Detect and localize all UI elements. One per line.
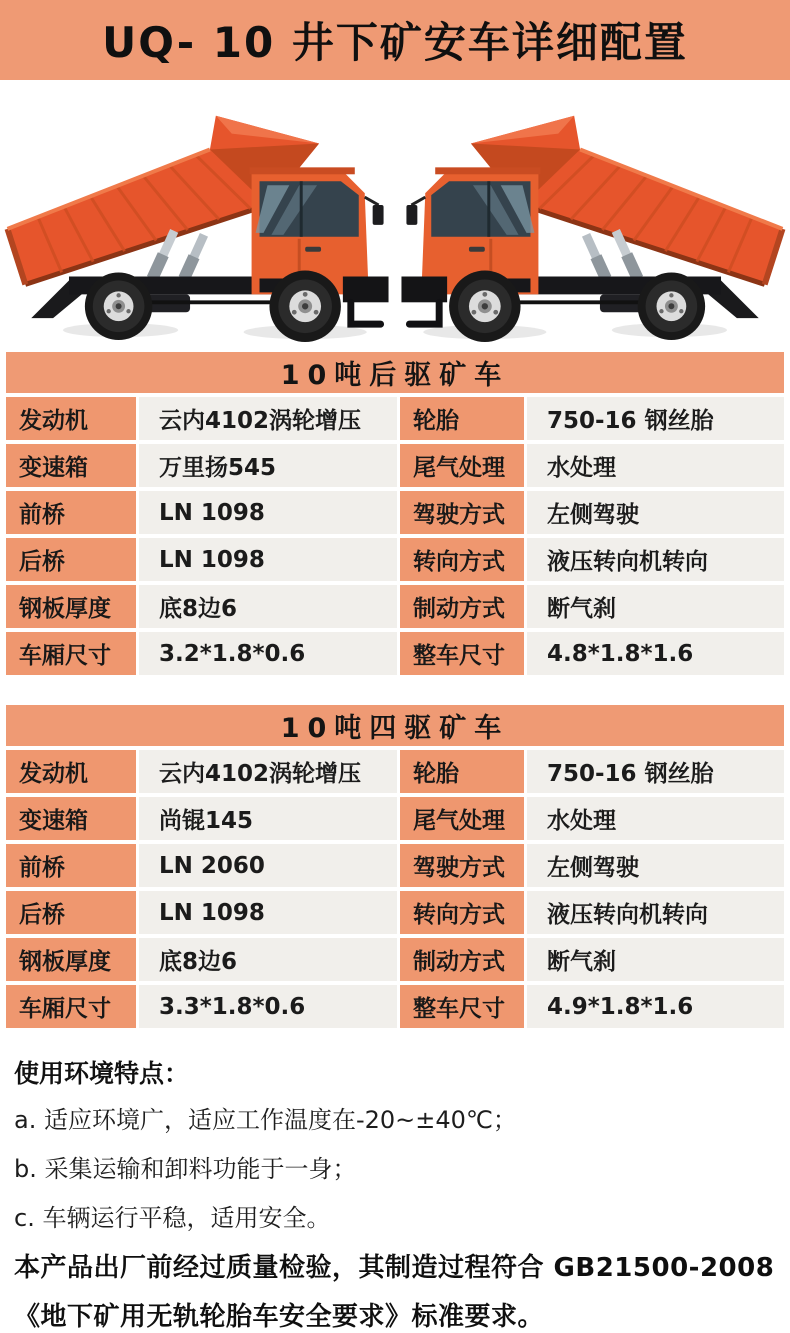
spec-label: 前桥 — [6, 491, 136, 534]
spec-label: 制动方式 — [400, 585, 524, 628]
usage-notes-heading: 使用环境特点： — [14, 1059, 190, 1088]
spec-table-four-drive — [6, 705, 784, 1028]
spec-value: 云内4102涡轮增压 — [139, 397, 397, 440]
spec-value: 断气刹 — [527, 585, 784, 628]
spec-table-rear-drive — [6, 352, 784, 675]
spec-value: LN 2060 — [139, 844, 397, 887]
spec-value: 云内4102涡轮增压 — [139, 750, 397, 793]
dump-truck-illustration — [0, 82, 395, 342]
truck-photo-left — [0, 82, 395, 342]
spec-grid-rear-drive — [6, 397, 784, 675]
spec-label: 后桥 — [6, 538, 136, 581]
quality-statement — [14, 1247, 776, 1333]
spec-value: 尚锟145 — [139, 797, 397, 840]
spec-value: 底8边6 — [139, 585, 397, 628]
spec-label: 整车尺寸 — [400, 632, 524, 675]
spec-label: 转向方式 — [400, 891, 524, 934]
table-title-four-drive: 10吨四驱矿车 — [6, 705, 784, 746]
quality-statement-line2: 《地下矿用无轨轮胎车安全要求》标准要求。 — [14, 1302, 545, 1332]
spec-label: 车厢尺寸 — [6, 985, 136, 1028]
spec-label: 发动机 — [6, 397, 136, 440]
spec-value: 液压转向机转向 — [527, 891, 784, 934]
spec-value: 左侧驾驶 — [527, 844, 784, 887]
spec-label: 整车尺寸 — [400, 985, 524, 1028]
spec-label: 车厢尺寸 — [6, 632, 136, 675]
spec-label: 钢板厚度 — [6, 585, 136, 628]
usage-note-b: b. 采集运输和卸料功能于一身； — [14, 1155, 357, 1183]
spec-value: LN 1098 — [139, 538, 397, 581]
spec-value: 750-16 钢丝胎 — [527, 397, 784, 440]
truck-photo-right — [395, 82, 790, 342]
spec-label: 钢板厚度 — [6, 938, 136, 981]
spec-label: 转向方式 — [400, 538, 524, 581]
spec-label: 变速箱 — [6, 797, 136, 840]
spec-label: 变速箱 — [6, 444, 136, 487]
usage-notes — [14, 1054, 776, 1233]
spec-value: 断气刹 — [527, 938, 784, 981]
usage-note-a: a. 适应环境广，适应工作温度在-20~±40℃； — [14, 1106, 517, 1134]
spec-value: 万里扬545 — [139, 444, 397, 487]
dump-truck-illustration-mirrored — [395, 82, 790, 342]
spec-label: 发动机 — [6, 750, 136, 793]
spec-label: 制动方式 — [400, 938, 524, 981]
quality-statement-line1: 本产品出厂前经过质量检验，其制造过程符合 GB21500-2008 — [14, 1253, 775, 1283]
spec-value: 左侧驾驶 — [527, 491, 784, 534]
spec-label: 轮胎 — [400, 397, 524, 440]
page-title: UQ- 10 井下矿安车详细配置 — [102, 18, 688, 67]
spec-grid-four-drive — [6, 750, 784, 1028]
spec-value: 液压转向机转向 — [527, 538, 784, 581]
spec-value: 水处理 — [527, 797, 784, 840]
spec-label: 前桥 — [6, 844, 136, 887]
spec-value: 3.3*1.8*0.6 — [139, 985, 397, 1028]
page-title-banner — [0, 0, 790, 80]
spec-label: 后桥 — [6, 891, 136, 934]
spec-value: 水处理 — [527, 444, 784, 487]
spec-value: 4.8*1.8*1.6 — [527, 632, 784, 675]
table-title-rear-drive: 10吨后驱矿车 — [6, 352, 784, 393]
usage-note-c: c. 车辆运行平稳，适用安全。 — [14, 1204, 331, 1232]
spec-value: 底8边6 — [139, 938, 397, 981]
spec-label: 尾气处理 — [400, 444, 524, 487]
spec-label: 尾气处理 — [400, 797, 524, 840]
spec-value: 3.2*1.8*0.6 — [139, 632, 397, 675]
spec-label: 轮胎 — [400, 750, 524, 793]
spec-label: 驾驶方式 — [400, 491, 524, 534]
spec-label: 驾驶方式 — [400, 844, 524, 887]
spec-value: 4.9*1.8*1.6 — [527, 985, 784, 1028]
spec-value: LN 1098 — [139, 891, 397, 934]
spec-value: LN 1098 — [139, 491, 397, 534]
spec-value: 750-16 钢丝胎 — [527, 750, 784, 793]
truck-images-row — [0, 80, 790, 344]
